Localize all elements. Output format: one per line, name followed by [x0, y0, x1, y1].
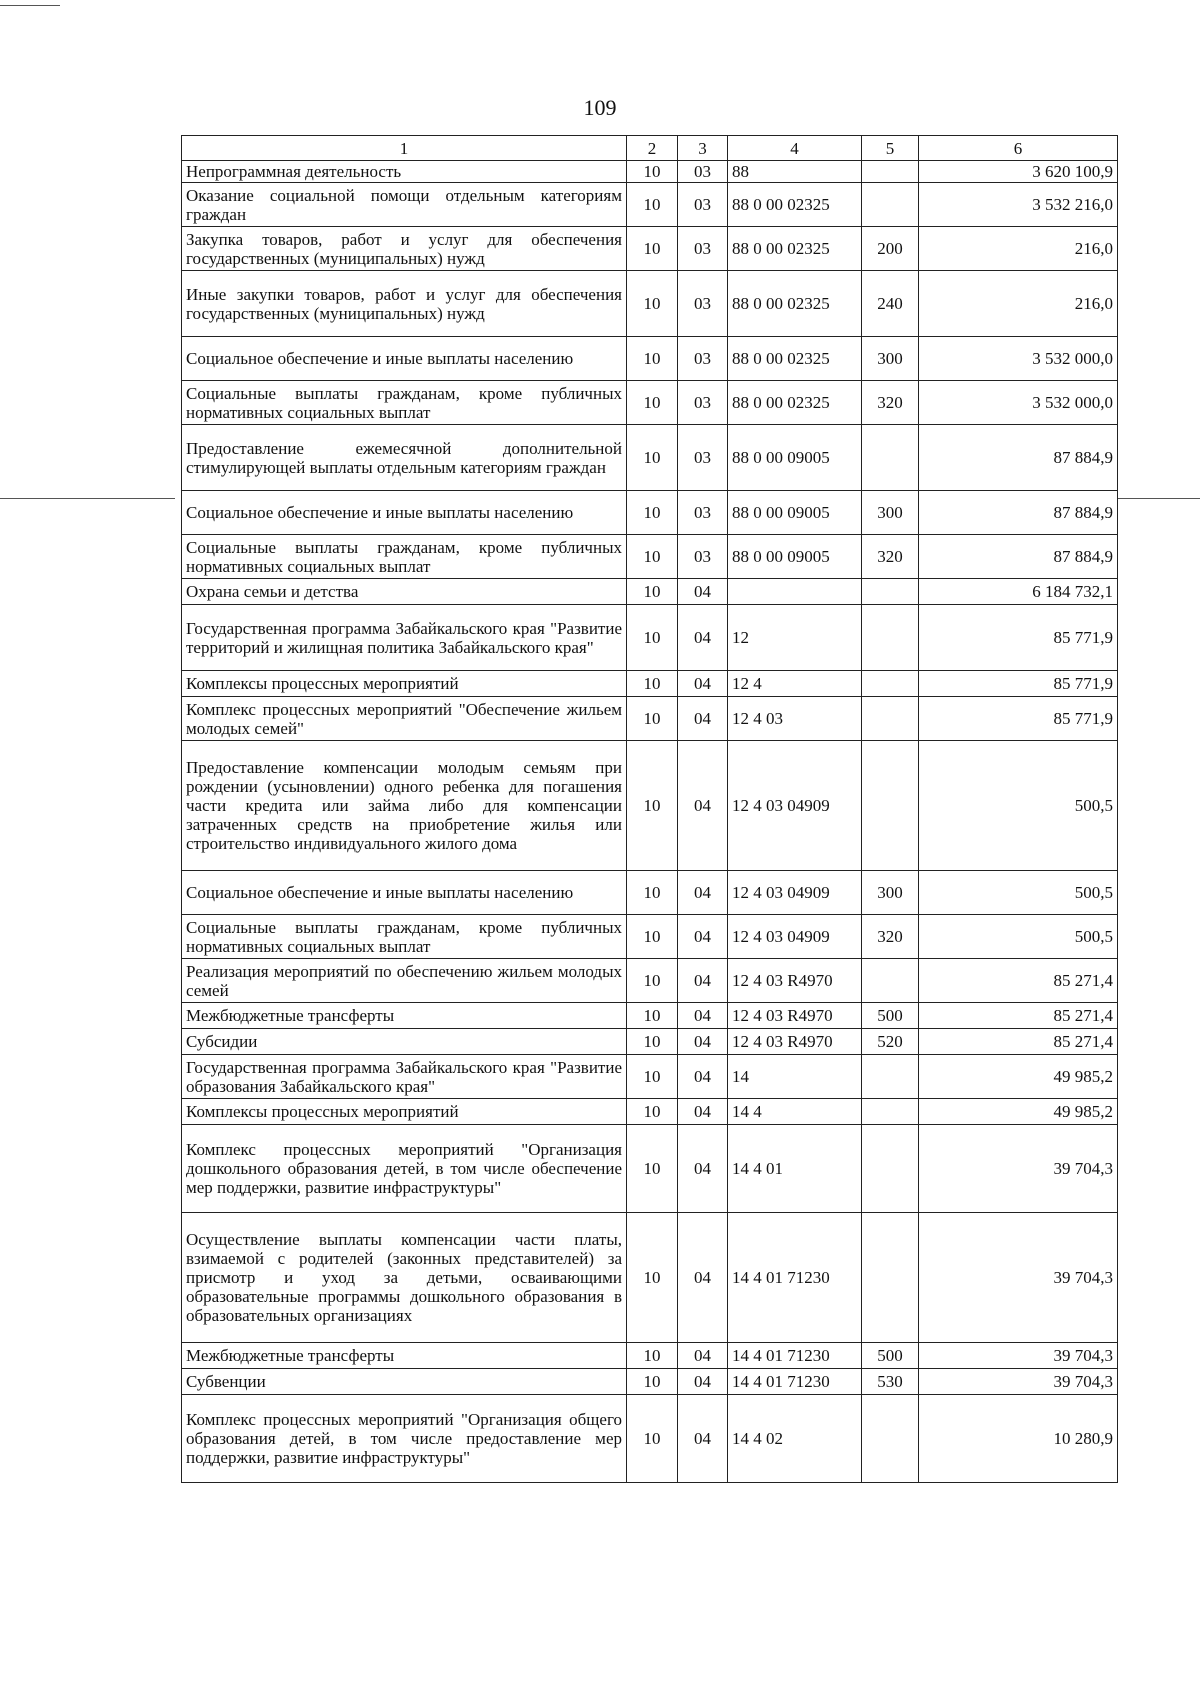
- row-target-code: 14: [728, 1055, 862, 1099]
- row-expense-type: 520: [862, 1029, 919, 1055]
- table-row: [182, 1055, 1118, 1099]
- row-section: 10: [627, 425, 678, 491]
- column-header: 3: [678, 136, 728, 161]
- row-amount: 87 884,9: [919, 491, 1118, 535]
- row-subsection: 04: [678, 579, 728, 605]
- table-row: [182, 1003, 1118, 1029]
- table-row: [182, 871, 1118, 915]
- row-name: Социальные выплаты гражданам, кроме публичных нормативных социальных выплат: [182, 535, 627, 579]
- table-body: [182, 161, 1118, 1483]
- table-row: [182, 1395, 1118, 1483]
- row-name: Социальное обеспечение и иные выплаты населению: [182, 871, 627, 915]
- row-name: Межбюджетные трансферты: [182, 1343, 627, 1369]
- table-row: [182, 183, 1118, 227]
- row-target-code: 14 4: [728, 1099, 862, 1125]
- row-expense-type: [862, 1395, 919, 1483]
- table-row: [182, 161, 1118, 183]
- row-section: 10: [627, 1125, 678, 1213]
- row-section: 10: [627, 741, 678, 871]
- row-expense-type: [862, 1125, 919, 1213]
- row-target-code: 12 4 03 R4970: [728, 1029, 862, 1055]
- row-subsection: 03: [678, 227, 728, 271]
- row-target-code: 12 4 03 R4970: [728, 959, 862, 1003]
- row-amount: 500,5: [919, 871, 1118, 915]
- table-row: [182, 915, 1118, 959]
- row-amount: 85 271,4: [919, 1003, 1118, 1029]
- row-amount: 500,5: [919, 915, 1118, 959]
- row-subsection: 04: [678, 741, 728, 871]
- row-amount: 3 620 100,9: [919, 161, 1118, 183]
- row-name: Охрана семьи и детства: [182, 579, 627, 605]
- row-subsection: 04: [678, 1003, 728, 1029]
- row-section: 10: [627, 579, 678, 605]
- row-target-code: 88 0 00 02325: [728, 227, 862, 271]
- row-section: 10: [627, 1099, 678, 1125]
- row-subsection: 03: [678, 337, 728, 381]
- row-expense-type: 240: [862, 271, 919, 337]
- row-expense-type: 500: [862, 1343, 919, 1369]
- row-expense-type: [862, 671, 919, 697]
- row-section: 10: [627, 337, 678, 381]
- row-section: 10: [627, 915, 678, 959]
- table-row: [182, 1213, 1118, 1343]
- row-target-code: 12 4 03 04909: [728, 871, 862, 915]
- row-subsection: 04: [678, 1125, 728, 1213]
- row-name: Социальные выплаты гражданам, кроме публичных нормативных социальных выплат: [182, 915, 627, 959]
- row-expense-type: 320: [862, 381, 919, 425]
- row-subsection: 03: [678, 535, 728, 579]
- row-subsection: 04: [678, 1213, 728, 1343]
- row-name: Комплексы процессных мероприятий: [182, 671, 627, 697]
- row-name: Комплекс процессных мероприятий "Организация общего образования детей, в том числе предоставление мер поддержки, развитие инфраструктуры": [182, 1395, 627, 1483]
- column-header: 2: [627, 136, 678, 161]
- row-amount: 85 271,4: [919, 959, 1118, 1003]
- row-name: Межбюджетные трансферты: [182, 1003, 627, 1029]
- row-target-code: 88 0 00 02325: [728, 337, 862, 381]
- row-amount: 3 532 000,0: [919, 381, 1118, 425]
- row-expense-type: [862, 1213, 919, 1343]
- row-expense-type: [862, 959, 919, 1003]
- row-name: Закупка товаров, работ и услуг для обеспечения государственных (муниципальных) нужд: [182, 227, 627, 271]
- row-section: 10: [627, 381, 678, 425]
- table-row: [182, 1099, 1118, 1125]
- column-header: 1: [182, 136, 627, 161]
- row-target-code: 12 4 03: [728, 697, 862, 741]
- row-name: Субсидии: [182, 1029, 627, 1055]
- row-target-code: 88 0 00 09005: [728, 425, 862, 491]
- row-target-code: 88 0 00 02325: [728, 183, 862, 227]
- column-header: 6: [919, 136, 1118, 161]
- row-section: 10: [627, 871, 678, 915]
- row-expense-type: [862, 579, 919, 605]
- row-expense-type: [862, 1099, 919, 1125]
- header-row: [182, 136, 1118, 161]
- row-amount: 85 771,9: [919, 671, 1118, 697]
- row-section: 10: [627, 1029, 678, 1055]
- table-row: [182, 381, 1118, 425]
- row-section: 10: [627, 1395, 678, 1483]
- table-row: [182, 671, 1118, 697]
- row-expense-type: 300: [862, 491, 919, 535]
- row-name: Государственная программа Забайкальского края "Развитие образования Забайкальского края": [182, 1055, 627, 1099]
- row-amount: 39 704,3: [919, 1369, 1118, 1395]
- row-amount: 49 985,2: [919, 1099, 1118, 1125]
- row-name: Государственная программа Забайкальского края "Развитие территорий и жилищная политика Забайкальского края": [182, 605, 627, 671]
- row-section: 10: [627, 1343, 678, 1369]
- row-amount: 39 704,3: [919, 1213, 1118, 1343]
- row-expense-type: [862, 425, 919, 491]
- row-section: 10: [627, 671, 678, 697]
- row-subsection: 03: [678, 381, 728, 425]
- row-name: Социальное обеспечение и иные выплаты населению: [182, 491, 627, 535]
- row-target-code: 12: [728, 605, 862, 671]
- row-expense-type: [862, 1055, 919, 1099]
- row-expense-type: [862, 183, 919, 227]
- row-target-code: 12 4 03 04909: [728, 741, 862, 871]
- row-subsection: 04: [678, 1369, 728, 1395]
- table-row: [182, 1343, 1118, 1369]
- row-amount: 216,0: [919, 271, 1118, 337]
- row-amount: 3 532 000,0: [919, 337, 1118, 381]
- row-expense-type: [862, 605, 919, 671]
- row-amount: 39 704,3: [919, 1343, 1118, 1369]
- row-expense-type: 320: [862, 915, 919, 959]
- row-section: 10: [627, 605, 678, 671]
- row-amount: 87 884,9: [919, 535, 1118, 579]
- row-amount: 6 184 732,1: [919, 579, 1118, 605]
- row-name: Иные закупки товаров, работ и услуг для обеспечения государственных (муниципальных) нужд: [182, 271, 627, 337]
- table-row: [182, 535, 1118, 579]
- table-row: [182, 337, 1118, 381]
- row-section: 10: [627, 227, 678, 271]
- table-row: [182, 1369, 1118, 1395]
- row-section: 10: [627, 697, 678, 741]
- row-target-code: 14 4 01 71230: [728, 1213, 862, 1343]
- row-subsection: 03: [678, 425, 728, 491]
- row-amount: 216,0: [919, 227, 1118, 271]
- row-name: Реализация мероприятий по обеспечению жильем молодых семей: [182, 959, 627, 1003]
- row-section: 10: [627, 1213, 678, 1343]
- row-subsection: 03: [678, 491, 728, 535]
- row-section: 10: [627, 1055, 678, 1099]
- row-subsection: 04: [678, 1029, 728, 1055]
- row-expense-type: 200: [862, 227, 919, 271]
- table-row: [182, 425, 1118, 491]
- row-expense-type: 300: [862, 871, 919, 915]
- row-name: Комплексы процессных мероприятий: [182, 1099, 627, 1125]
- table-row: [182, 579, 1118, 605]
- row-target-code: 12 4: [728, 671, 862, 697]
- table-row: [182, 491, 1118, 535]
- row-subsection: 04: [678, 697, 728, 741]
- row-subsection: 04: [678, 959, 728, 1003]
- row-expense-type: [862, 161, 919, 183]
- row-subsection: 04: [678, 1395, 728, 1483]
- row-expense-type: 300: [862, 337, 919, 381]
- row-section: 10: [627, 161, 678, 183]
- row-target-code: 12 4 03 04909: [728, 915, 862, 959]
- row-amount: 10 280,9: [919, 1395, 1118, 1483]
- row-target-code: [728, 579, 862, 605]
- budget-table: [181, 135, 1118, 1483]
- scan-artifact-line: [0, 5, 60, 6]
- row-subsection: 03: [678, 183, 728, 227]
- row-amount: 85 771,9: [919, 605, 1118, 671]
- row-section: 10: [627, 959, 678, 1003]
- table-row: [182, 959, 1118, 1003]
- scan-artifact-line: [0, 498, 175, 499]
- page-number: 109: [583, 95, 617, 120]
- row-name: Непрограммная деятельность: [182, 161, 627, 183]
- row-target-code: 88 0 00 02325: [728, 271, 862, 337]
- row-amount: 39 704,3: [919, 1125, 1118, 1213]
- table-row: [182, 271, 1118, 337]
- row-target-code: 88 0 00 09005: [728, 535, 862, 579]
- column-header: 5: [862, 136, 919, 161]
- row-target-code: 14 4 01 71230: [728, 1369, 862, 1395]
- row-name: Субвенции: [182, 1369, 627, 1395]
- row-name: Предоставление компенсации молодым семьям при рождении (усыновлении) одного ребенка для погашения части кредита или займа либо для компенсации затраченных средств на приобретение жилья или строительство индивидуального жилого дома: [182, 741, 627, 871]
- row-section: 10: [627, 1369, 678, 1395]
- row-subsection: 04: [678, 671, 728, 697]
- table-row: [182, 227, 1118, 271]
- row-subsection: 04: [678, 1055, 728, 1099]
- row-name: Социальное обеспечение и иные выплаты населению: [182, 337, 627, 381]
- row-section: 10: [627, 271, 678, 337]
- row-expense-type: 320: [862, 535, 919, 579]
- row-subsection: 04: [678, 1343, 728, 1369]
- row-name: Социальные выплаты гражданам, кроме публичных нормативных социальных выплат: [182, 381, 627, 425]
- row-subsection: 03: [678, 161, 728, 183]
- row-expense-type: 530: [862, 1369, 919, 1395]
- row-target-code: 12 4 03 R4970: [728, 1003, 862, 1029]
- row-amount: 500,5: [919, 741, 1118, 871]
- row-target-code: 88 0 00 02325: [728, 381, 862, 425]
- row-amount: 85 271,4: [919, 1029, 1118, 1055]
- row-section: 10: [627, 183, 678, 227]
- row-subsection: 04: [678, 915, 728, 959]
- row-amount: 87 884,9: [919, 425, 1118, 491]
- row-section: 10: [627, 1003, 678, 1029]
- row-target-code: 14 4 02: [728, 1395, 862, 1483]
- row-expense-type: [862, 697, 919, 741]
- row-expense-type: 500: [862, 1003, 919, 1029]
- table-row: [182, 605, 1118, 671]
- row-name: Оказание социальной помощи отдельным категориям граждан: [182, 183, 627, 227]
- row-subsection: 04: [678, 1099, 728, 1125]
- table-row: [182, 741, 1118, 871]
- table-row: [182, 1125, 1118, 1213]
- table-row: [182, 697, 1118, 741]
- row-amount: 85 771,9: [919, 697, 1118, 741]
- scan-artifact-line: [1117, 498, 1200, 499]
- row-name: Предоставление ежемесячной дополнительной стимулирующей выплаты отдельным категориям граждан: [182, 425, 627, 491]
- row-expense-type: [862, 741, 919, 871]
- row-target-code: 14 4 01 71230: [728, 1343, 862, 1369]
- row-amount: 49 985,2: [919, 1055, 1118, 1099]
- row-subsection: 03: [678, 271, 728, 337]
- row-name: Комплекс процессных мероприятий "Обеспечение жильем молодых семей": [182, 697, 627, 741]
- row-target-code: 88 0 00 09005: [728, 491, 862, 535]
- row-subsection: 04: [678, 605, 728, 671]
- row-amount: 3 532 216,0: [919, 183, 1118, 227]
- row-name: Комплекс процессных мероприятий "Организация дошкольного образования детей, в том числе обеспечение мер поддержки, развитие инфраструктуры": [182, 1125, 627, 1213]
- row-target-code: 14 4 01: [728, 1125, 862, 1213]
- row-target-code: 88: [728, 161, 862, 183]
- row-section: 10: [627, 535, 678, 579]
- row-subsection: 04: [678, 871, 728, 915]
- table-row: [182, 1029, 1118, 1055]
- row-section: 10: [627, 491, 678, 535]
- column-header: 4: [728, 136, 862, 161]
- row-name: Осуществление выплаты компенсации части платы, взимаемой с родителей (законных представителей) за присмотр и уход за детьми, осваивающими образовательные программы дошкольного образования в образовательных организациях: [182, 1213, 627, 1343]
